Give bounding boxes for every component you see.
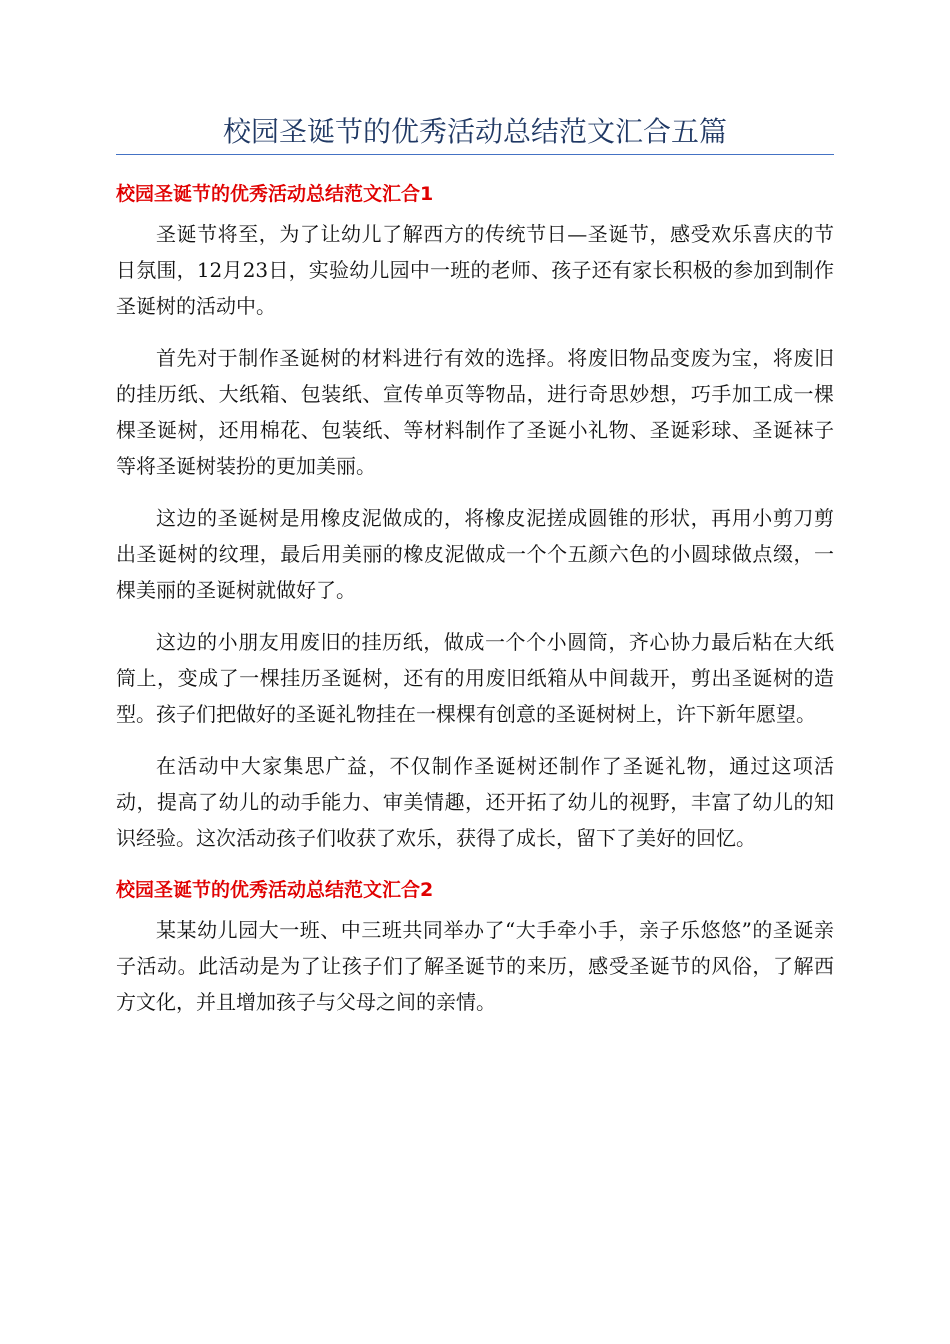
document-body	[116, 176, 834, 1036]
paragraph: 某某幼儿园大一班、中三班共同举办了“大手牵小手，亲子乐悠悠”的圣诞亲子活动。此活动是为了让孩子们了解圣诞节的来历，感受圣诞节的风俗，了解西方文化，并且增加孩子与父母之间的亲情。	[116, 918, 834, 1014]
document-title: 校园圣诞节的优秀活动总结范文汇合五篇	[222, 115, 727, 148]
section-heading: 校园圣诞节的优秀活动总结范文汇合1	[116, 183, 434, 205]
title-underline	[116, 154, 834, 155]
paragraph: 圣诞节将至，为了让幼儿了解西方的传统节日—圣诞节，感受欢乐喜庆的节日氛围，12月23日，实验幼儿园中一班的老师、孩子还有家长积极的参加到制作圣诞树的活动中。	[116, 222, 834, 318]
section-1	[116, 176, 834, 856]
paragraph: 这边的圣诞树是用橡皮泥做成的，将橡皮泥搓成圆锥的形状，再用小剪刀剪出圣诞树的纹理，最后用美丽的橡皮泥做成一个个五颜六色的小圆球做点缀，一棵美丽的圣诞树就做好了。	[116, 506, 834, 602]
paragraph: 首先对于制作圣诞树的材料进行有效的选择。将废旧物品变废为宝，将废旧的挂历纸、大纸箱、包装纸、宣传单页等物品，进行奇思妙想，巧手加工成一棵棵圣诞树，还用棉花、包装纸、等材料制作了圣诞小礼物、圣诞彩球、圣诞袜子等将圣诞树装扮的更加美丽。	[116, 346, 834, 478]
section-heading: 校园圣诞节的优秀活动总结范文汇合2	[116, 879, 434, 901]
paragraph: 在活动中大家集思广益，不仅制作圣诞树还制作了圣诞礼物，通过这项活动，提高了幼儿的动手能力、审美情趣，还开拓了幼儿的视野，丰富了幼儿的知识经验。这次活动孩子们收获了欢乐，获得了成长，留下了美好的回忆。	[116, 754, 834, 850]
section-2	[116, 872, 834, 1020]
paragraph: 这边的小朋友用废旧的挂历纸，做成一个个小圆筒，齐心协力最后粘在大纸筒上，变成了一棵挂历圣诞树，还有的用废旧纸箱从中间裁开，剪出圣诞树的造型。孩子们把做好的圣诞礼物挂在一棵棵有创意的圣诞树树上，许下新年愿望。	[116, 630, 834, 726]
